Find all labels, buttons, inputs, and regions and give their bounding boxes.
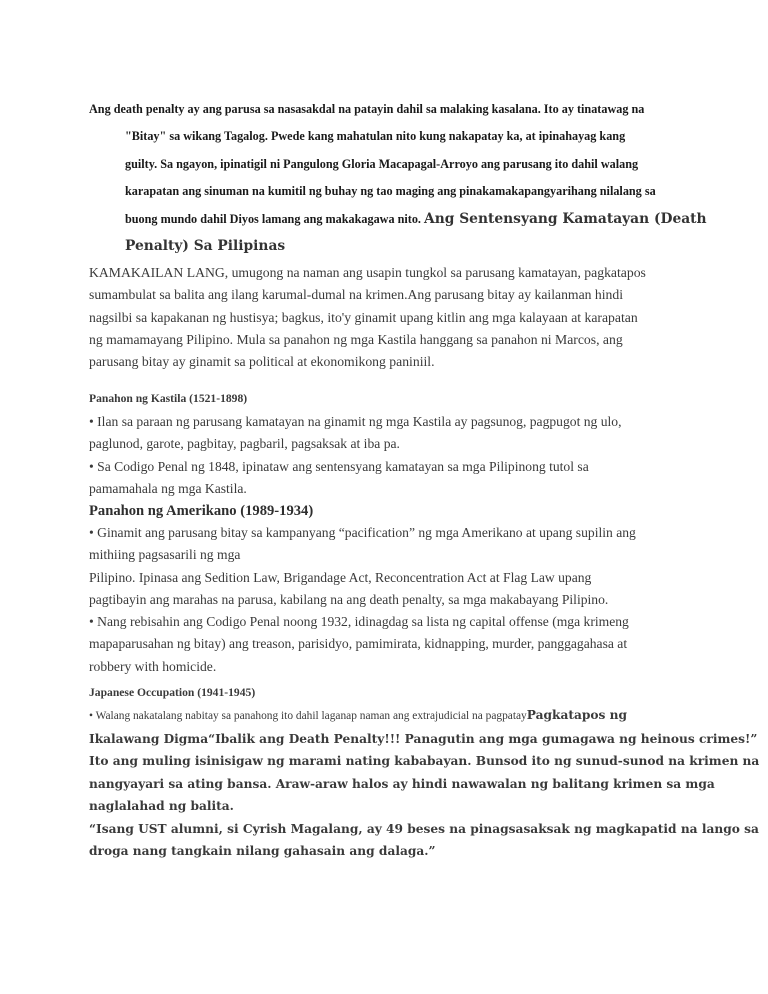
intro-text: buong mundo dahil Diyos lamang ang makakagawa nito. xyxy=(125,211,421,226)
section-line: paglunod, garote, pagbitay, pagbaril, pagsaksak at iba pa. xyxy=(89,436,400,452)
section-line xyxy=(89,704,689,728)
section-heading-amerikano: Panahon ng Amerikano (1989-1934) xyxy=(89,503,314,519)
section-japanese xyxy=(89,684,760,863)
document-title-part2: Penalty) Sa Pilipinas xyxy=(125,238,286,255)
intro-line xyxy=(89,233,689,260)
paragraph-line: nagsilbi sa kapakanan ng hustisya; bagkus, ito'y ginamit upang kitlin ang mga kalayaan at karapatan xyxy=(89,309,638,325)
section-line: mapaparusahan ng bitay) ang treason, parisidyo, pamimirata, kidnapping, murder, panggagahasa at xyxy=(89,636,628,652)
section-text: • Walang nakatalang nabitay sa panahong ito dahil laganap naman ang extrajudicial na pagpatay xyxy=(89,710,527,722)
section-line: robbery with homicide. xyxy=(89,658,217,674)
section-line: mithiing pagsasarili ng mga xyxy=(89,547,241,563)
section-line: • Sa Codigo Penal ng 1848, ipinataw ang sentensyang kamatayan sa mga Pilipinong tutol sa xyxy=(89,458,589,474)
section-line: naglalahad ng balita. xyxy=(89,799,234,814)
section-line: • Ilan sa paraan ng parusang kamatayan na ginamit ng mga Kastila ay pagsunog, pagpugot ng ulo, xyxy=(89,414,622,429)
quote-line: “Isang UST alumni, si Cyrish Magalang, ay 49 beses na pinagsasaksak ng magkapatid na lango sa xyxy=(89,821,759,836)
intro-paragraph xyxy=(89,96,707,260)
intro-line: karapatan ang sinuman na kumitil ng buhay ng tao maging ang pinakamakapangyarihang nilalang sa xyxy=(125,184,656,199)
section-line: pagtibayin ang marahas na parusa, kabilang na ang death penalty, sa mga makabayang Pilipino. xyxy=(89,591,609,607)
intro-line xyxy=(89,206,707,233)
section-line: Ikalawang Digma“Ibalik ang Death Penalty!!! Panagutin ang mga gumagawa ng heinous crimes!” xyxy=(89,731,758,746)
paragraph-line: ng mamamayang Pilipino. Mula sa panahon ng mga Kastila hanggang sa panahon ni Marcos, ang xyxy=(89,331,623,347)
section-line: • Nang rebisahin ang Codigo Penal noong 1932, idinagdag sa lista ng capital offense (mga krimeng xyxy=(89,614,629,630)
section-line: • Ginamit ang parusang bitay sa kampanyang “pacification” ng mga Amerikano at upang supilin ang xyxy=(89,525,636,540)
paragraph-line: parusang bitay ay ginamit sa political at ekonomikong paniniil. xyxy=(89,354,435,370)
quote-line: droga nang tangkain nilang gahasain ang dalaga.” xyxy=(89,844,436,859)
document-title-part1: Ang Sentensyang Kamatayan (Death xyxy=(424,210,707,227)
section-kastila xyxy=(89,389,689,500)
paragraph-line: KAMAKAILAN LANG, umugong na naman ang usapin tungkol sa parusang kamatayan, pagkatapos xyxy=(89,265,646,280)
paragraph-line: sumambulat sa balita ang ilang karumal-dumal na krimen.Ang parusang bitay ay kailanman hindi xyxy=(89,287,624,303)
section-bold-text: Pagkatapos ng xyxy=(526,708,628,722)
opening-paragraph xyxy=(89,262,689,373)
section-line: Pilipino. Ipinasa ang Sedition Law, Brigandage Act, Reconcentration Act at Flag Law upang xyxy=(89,569,592,585)
section-line: pamamahala ng mga Kastila. xyxy=(89,480,247,496)
intro-line: guilty. Sa ngayon, ipinatigil ni Pangulong Gloria Macapagal-Arroyo ang parusang ito dahil walang xyxy=(125,156,639,171)
section-amerikano xyxy=(89,500,689,678)
intro-line: Ang death penalty ay ang parusa sa nasasakdal na patayin dahil sa malaking kasalana. Ito ay tinatawag na xyxy=(89,102,645,116)
section-line: Ito ang muling isinisigaw ng marami nating kababayan. Bunsod ito ng sunud-sunod na krimen na xyxy=(89,754,760,769)
intro-line: "Bitay" sa wikang Tagalog. Pwede kang mahatulan nito kung nakapatay ka, at ipinahayag kang xyxy=(125,129,626,144)
section-heading-kastila: Panahon ng Kastila (1521-1898) xyxy=(89,392,248,405)
section-heading-japanese: Japanese Occupation (1941-1945) xyxy=(89,686,256,699)
section-line: nangyayari sa ating bansa. Araw-araw halos ay hindi nawawalan ng balitang krimen sa mga xyxy=(89,776,715,791)
